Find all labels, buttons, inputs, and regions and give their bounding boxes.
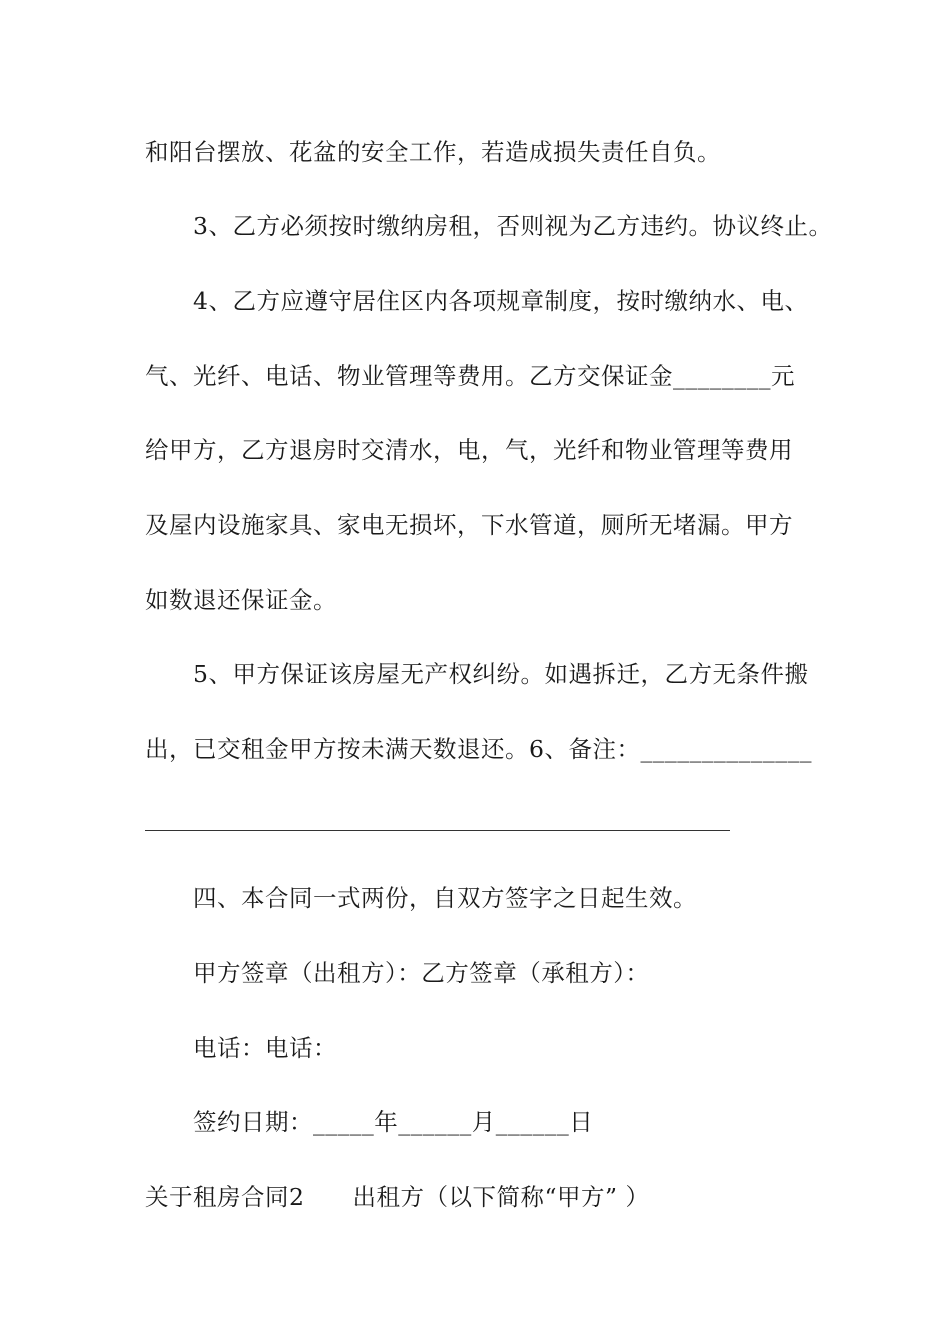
paragraph-line: 如数退还保证金。: [145, 586, 337, 614]
paragraph-line: 出，已交租金甲方按未满天数退还。6、备注：______________: [145, 735, 812, 763]
signature-line: 甲方签章（出租方）：乙方签章（承租方）：: [193, 959, 650, 987]
paragraph-line: 给甲方，乙方退房时交清水，电，气，光纤和物业管理等费用: [145, 436, 793, 464]
paragraph-line: 和阳台摆放、花盆的安全工作，若造成损失责任自负。: [145, 138, 721, 166]
paragraph-line: 3、乙方必须按时缴纳房租，否则视为乙方违约。协议终止。: [193, 212, 833, 240]
paragraph-line: 气、光纤、电话、物业管理等费用。乙方交保证金________元: [145, 362, 795, 390]
paragraph-line: 4、乙方应遵守居住区内各项规章制度，按时缴纳水、电、: [193, 287, 809, 315]
phone-line: 电话：电话：: [193, 1034, 337, 1062]
paragraph-line: 四、本合同一式两份，自双方签字之日起生效。: [193, 884, 697, 912]
paragraph-line: 及屋内设施家具、家电无损坏，下水管道，厕所无堵漏。甲方: [145, 511, 793, 539]
section-heading: 关于租房合同2 出租方（以下简称“甲方” ）: [145, 1183, 650, 1211]
remarks-blank-rule: [145, 830, 730, 831]
sign-date-line: 签约日期：_____年______月______日: [193, 1108, 594, 1136]
paragraph-line: 5、甲方保证该房屋无产权纠纷。如遇拆迁，乙方无条件搬: [193, 660, 809, 688]
